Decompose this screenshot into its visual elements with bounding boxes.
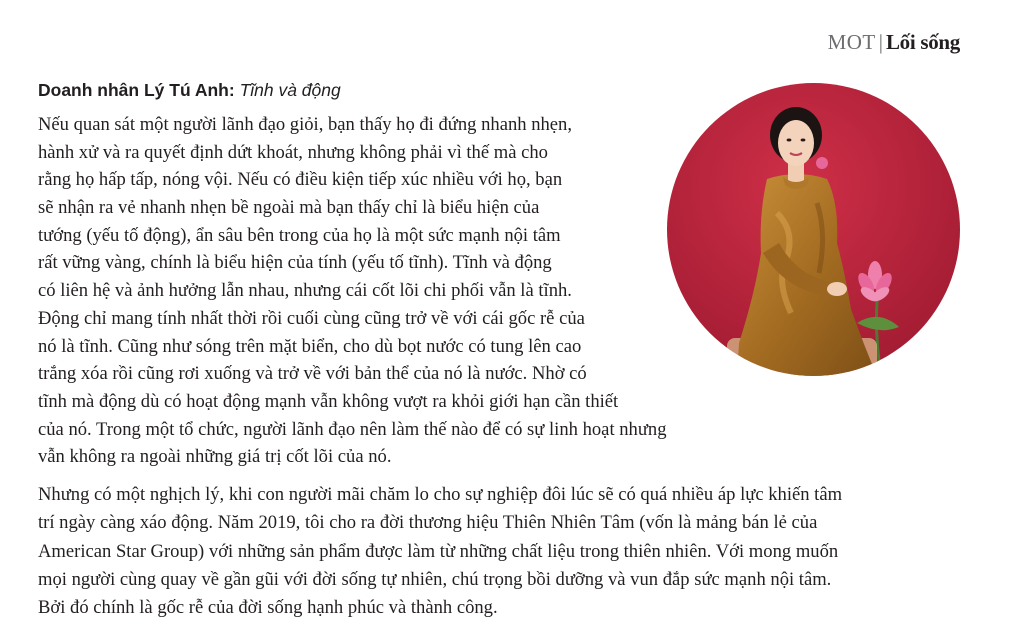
text-line: Nhưng có một nghịch lý, khi con người mãi chăm lo cho sự nghiệp đôi lúc sẽ có quá nhiều áp lực khiến tâm (38, 484, 843, 505)
text-line: sẽ nhận ra vẻ nhanh nhẹn bề ngoài mà bạn thấy chỉ là biểu hiện của (38, 197, 540, 219)
text-line: rằng họ hấp tấp, nóng vội. Nếu có điều kiện tiếp xúc nhiều với họ, bạn (38, 169, 563, 191)
header-separator: | (878, 30, 883, 54)
text-line: nó là tĩnh. Cũng như sóng trên mặt biển, cho dù bọt nước có tung lên cao (38, 335, 582, 357)
text-line: mọi người cùng quay về gần gũi với đời sống tự nhiên, chú trọng bồi dưỡng và vun đắp sức mạnh nội tâm. (38, 568, 832, 590)
section-name: Lối sống (885, 30, 960, 54)
text-line: Động chỉ mang tính nhất thời rồi cuối cùng cũng trở về với cái gốc rễ của (38, 307, 585, 329)
text-line: rất vững vàng, chính là biểu hiện của tính (yếu tố tĩnh). Tĩnh và động (38, 252, 552, 274)
paragraph-1 (38, 111, 667, 471)
article-title (38, 79, 341, 101)
text-line: hành xử và ra quyết định dứt khoát, nhưng không phải vì thế mà cho (38, 141, 548, 163)
text-line: trí ngày càng xáo động. Năm 2019, tôi cho ra đời thương hiệu Thiên Nhiên Tâm (vốn là mảng bán lẻ của (38, 512, 818, 534)
title-name: Doanh nhân Lý Tú Anh: (38, 80, 240, 100)
text-line: có liên hệ và ảnh hưởng lẫn nhau, nhưng cái cốt lõi chi phối vẫn là tĩnh. (38, 280, 572, 302)
text-line: trắng xóa rồi cũng rơi xuống và trở về với bản thể của nó là nước. Nhờ có (38, 363, 587, 385)
publication-name: MOT (827, 30, 876, 54)
text-line: tướng (yếu tố động), ẩn sâu bên trong của họ là một sức mạnh nội tâm (38, 224, 561, 246)
magazine-header (828, 30, 960, 54)
text-line: Bởi đó chính là gốc rễ của đời sống hạnh phúc và thành công. (38, 597, 498, 619)
paragraph-2 (38, 481, 842, 622)
text-line: tĩnh mà động dù có hoạt động mạnh vẫn không vượt ra khỏi giới hạn cần thiết (38, 390, 619, 412)
text-line: vẫn không ra ngoài những giá trị cốt lõi của nó. (38, 446, 392, 468)
text-line: của nó. Trong một tổ chức, người lãnh đạo nên làm thế nào để có sự linh hoạt nhưng (38, 418, 667, 440)
title-subtitle: Tĩnh và động (239, 80, 341, 100)
portrait-illustration (667, 83, 960, 376)
text-line: Nếu quan sát một người lãnh đạo giỏi, bạn thấy họ đi đứng nhanh nhẹn, (38, 114, 572, 135)
portrait-photo (667, 83, 960, 376)
text-line: American Star Group) với những sản phẩm được làm từ những chất liệu trong thiên nhiên. Với mong muốn (38, 540, 839, 562)
